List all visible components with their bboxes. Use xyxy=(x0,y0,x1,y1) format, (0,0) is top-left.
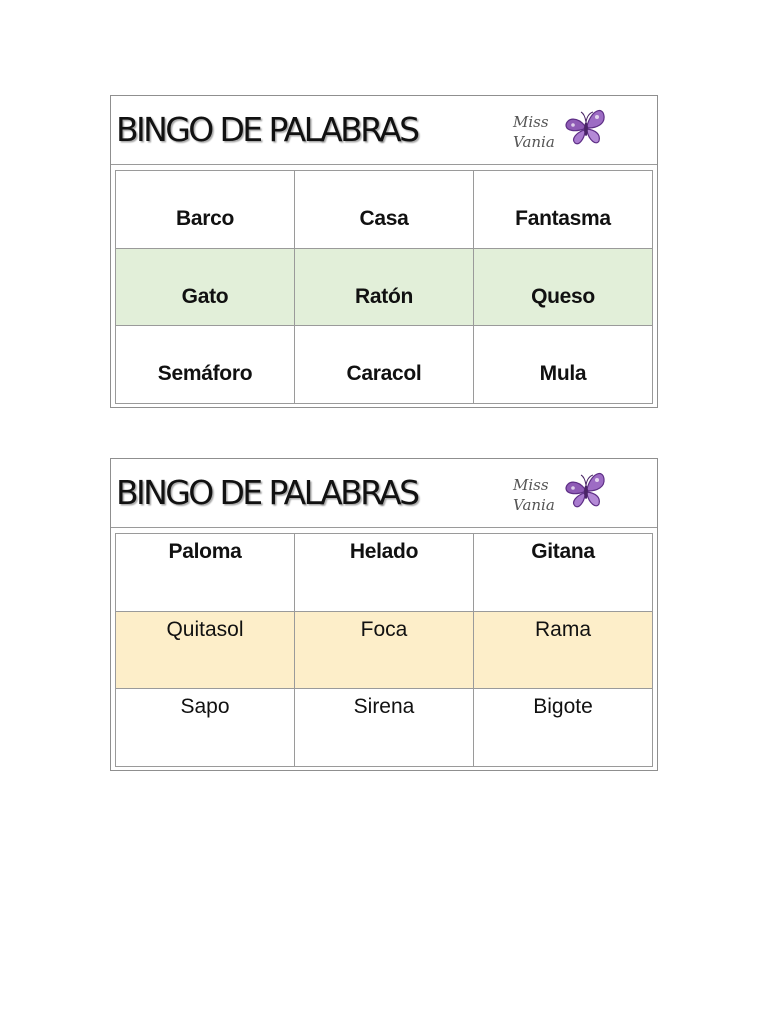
grid-cell xyxy=(116,249,295,325)
cell-word: Casa xyxy=(359,207,409,230)
grid-row-2-highlighted xyxy=(116,248,652,326)
grid-row-2-highlighted xyxy=(116,611,652,689)
brand-line-2: Vania xyxy=(513,133,555,151)
grid-cell xyxy=(474,689,652,766)
cell-word: Bigote xyxy=(533,695,593,718)
cell-word: Paloma xyxy=(168,540,242,563)
grid-cell xyxy=(295,612,474,688)
grid-cell xyxy=(116,326,295,403)
brand-line-1: Miss xyxy=(513,476,549,494)
grid-cell xyxy=(474,326,652,403)
cell-word: Rama xyxy=(534,618,592,641)
cell-word: Ratón xyxy=(355,285,413,308)
grid-cell xyxy=(474,534,652,611)
cell-word: Semáforo xyxy=(157,362,253,385)
cell-word: Mula xyxy=(539,362,587,385)
cell-word: Barco xyxy=(175,207,235,230)
brand-name xyxy=(513,475,555,515)
brand-line-1: Miss xyxy=(513,113,549,131)
cell-word: Queso xyxy=(531,285,595,308)
grid-cell xyxy=(474,249,652,325)
grid-cell xyxy=(295,534,474,611)
grid-cell xyxy=(295,171,474,248)
bingo-card-2 xyxy=(110,458,658,771)
cell-word: Gitana xyxy=(531,540,595,563)
grid-row-1 xyxy=(116,534,652,611)
grid-cell xyxy=(116,612,295,688)
cell-word: Quitasol xyxy=(166,618,244,641)
butterfly-icon xyxy=(563,104,609,150)
cell-word: Sapo xyxy=(180,695,230,718)
butterfly-icon xyxy=(563,467,609,513)
cell-word: Sirena xyxy=(353,695,415,718)
grid-cell xyxy=(474,612,652,688)
card-header xyxy=(111,459,657,528)
grid-row-1 xyxy=(116,171,652,248)
grid-cell xyxy=(474,171,652,248)
cell-word: Gato xyxy=(181,285,229,308)
cell-word: Helado xyxy=(349,540,419,563)
grid-cell xyxy=(116,534,295,611)
cell-word: Fantasma xyxy=(515,207,611,230)
card-title: BINGO DE PALABRAS xyxy=(116,473,418,512)
grid-cell xyxy=(295,326,474,403)
cell-word: Caracol xyxy=(346,362,422,385)
word-grid xyxy=(115,533,653,767)
grid-cell xyxy=(295,249,474,325)
word-grid xyxy=(115,170,653,404)
card-title: BINGO DE PALABRAS xyxy=(116,110,418,149)
brand-name xyxy=(513,112,555,152)
grid-row-3 xyxy=(116,326,652,403)
brand-line-2: Vania xyxy=(513,496,555,514)
bingo-card-1 xyxy=(110,95,658,408)
grid-cell xyxy=(295,689,474,766)
grid-cell xyxy=(116,689,295,766)
grid-cell xyxy=(116,171,295,248)
grid-row-3 xyxy=(116,689,652,766)
card-header xyxy=(111,96,657,165)
cell-word: Foca xyxy=(360,618,408,641)
